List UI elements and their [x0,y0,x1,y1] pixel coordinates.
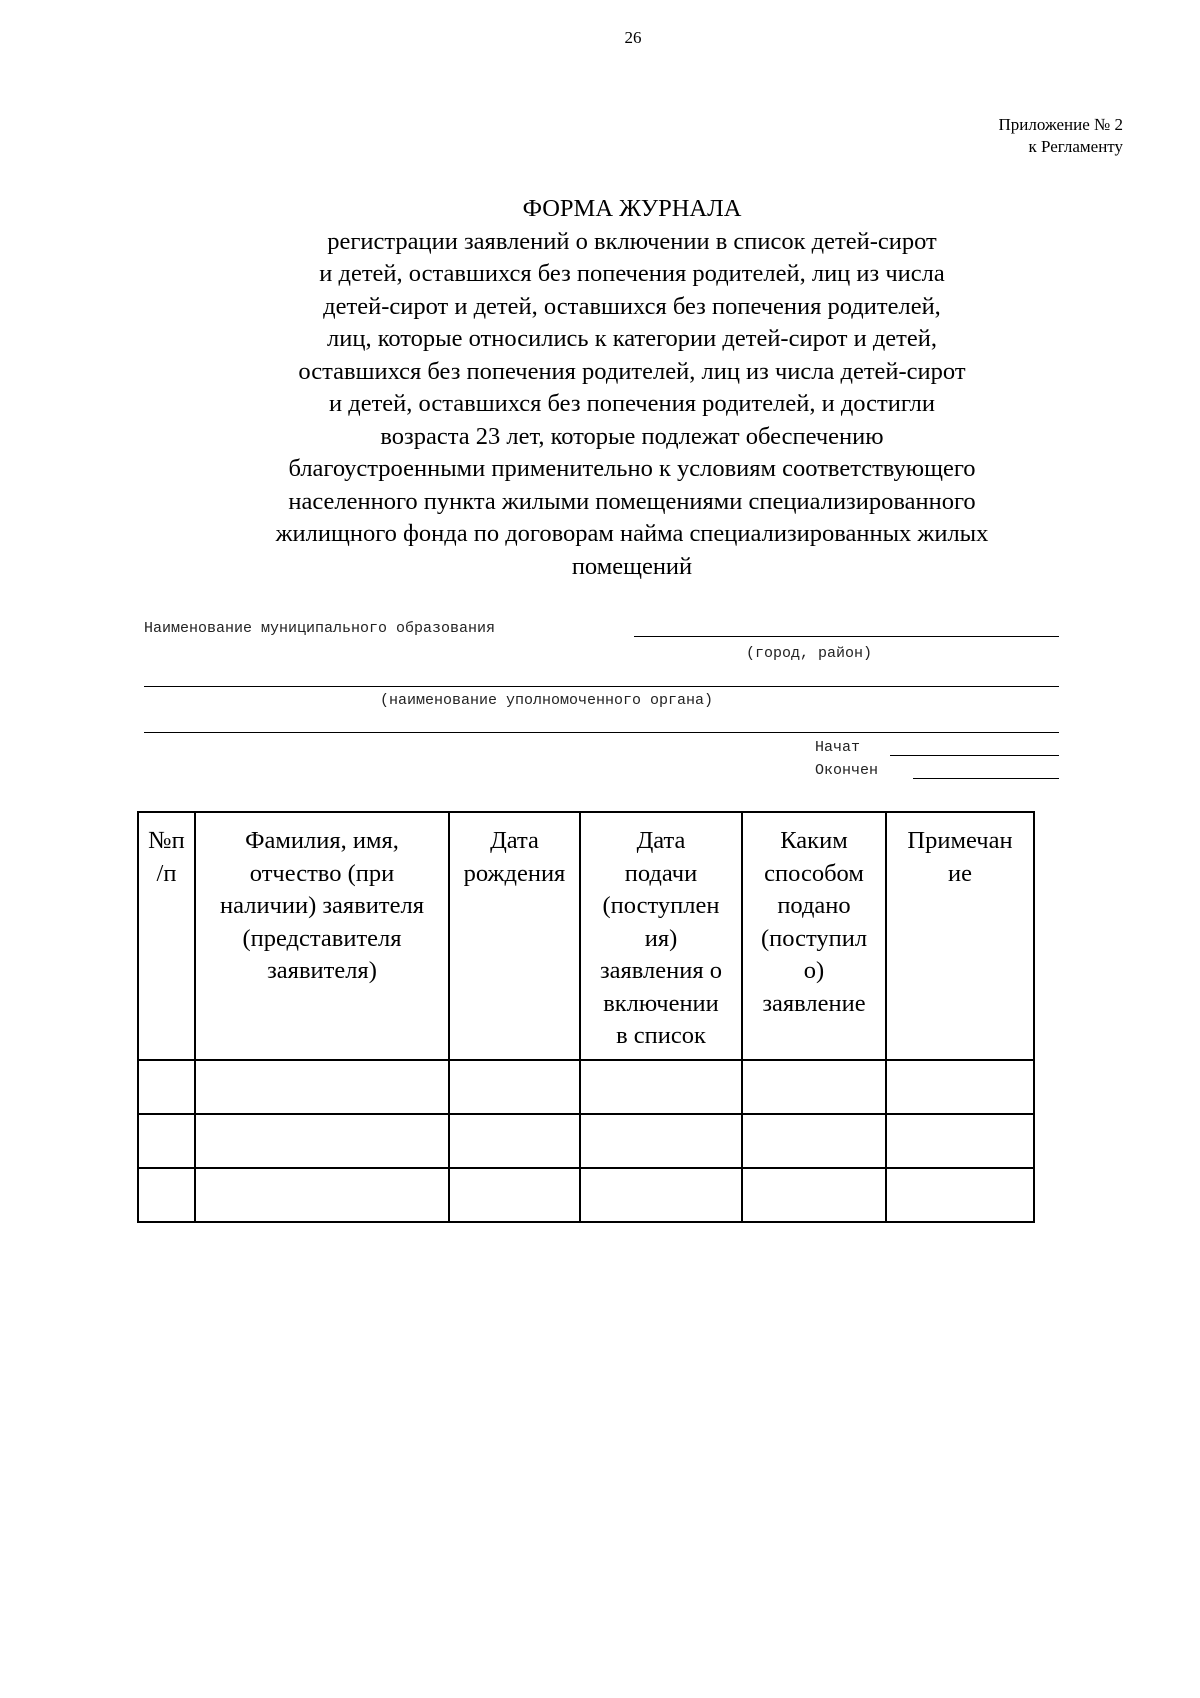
header-submission-method: Каким способом подано (поступил о) заявление [742,812,886,1060]
title-line: населенного пункта жилыми помещениями специализированного [288,487,976,515]
municipality-field-line[interactable] [634,636,1059,637]
table-header-row [138,812,1034,1060]
appendix-line-2: к Регламенту [1028,137,1123,156]
table-cell[interactable] [742,1114,886,1168]
title-line: и детей, оставшихся без попечения родителей, лиц из числа [319,260,945,287]
title-line: регистрации заявлений о включении в список детей-сирот [327,227,937,255]
table-cell[interactable] [138,1060,195,1114]
table-cell[interactable] [195,1114,449,1168]
header-birth-date: Дата рождения [449,812,580,1060]
ended-label: Окончен [815,762,879,779]
started-label: Начат [815,739,861,756]
header-note: Примечан ие [886,812,1034,1060]
page-number: 26 [624,28,642,47]
header-number: №п /п [138,812,195,1060]
table-cell[interactable] [138,1114,195,1168]
title-line: возраста 23 лет, которые подлежат обеспечению [380,422,884,450]
table-cell[interactable] [742,1060,886,1114]
title-line: благоустроенными применительно к условиям соответствующего [288,455,976,482]
table-row [138,1114,1034,1168]
title-line: детей-сирот и детей, оставшихся без попечения родителей, [323,292,941,320]
table-row [138,1060,1034,1114]
authority-hint: (наименование уполномоченного органа) [380,692,714,709]
title-line: лиц, которые относились к категории детей-сирот и детей, [327,325,937,352]
header-full-name: Фамилия, имя, отчество (при наличии) заявителя (представителя заявителя) [195,812,449,1060]
table-row [138,1168,1034,1222]
title-line: жилищного фонда по договорам найма специализированных жилых [275,520,989,547]
table-cell[interactable] [195,1168,449,1222]
appendix-line-1: Приложение № 2 [998,115,1123,134]
table-cell[interactable] [195,1060,449,1114]
table-cell[interactable] [580,1060,742,1114]
table-cell[interactable] [138,1168,195,1222]
title-line: и детей, оставшихся без попечения родителей, и достигли [329,390,935,417]
table-cell[interactable] [449,1060,580,1114]
header-submission-date: Дата подачи (поступлен ия) заявления о включении в список [580,812,742,1060]
document-title [200,193,1064,583]
authority-extra-line[interactable] [144,732,1059,733]
municipality-hint: (город, район) [746,645,873,662]
table-cell[interactable] [449,1114,580,1168]
appendix-note [999,114,1123,158]
ended-field-line[interactable] [913,778,1059,779]
started-field-line[interactable] [890,755,1059,756]
municipality-label: Наименование муниципального образования [144,620,496,637]
table-cell[interactable] [580,1168,742,1222]
title-line: оставшихся без попечения родителей, лиц из числа детей-сирот [298,357,966,385]
table-cell[interactable] [886,1168,1034,1222]
journal-table [137,811,1035,1223]
table-cell[interactable] [449,1168,580,1222]
authority-field-line[interactable] [144,686,1059,687]
title-line: помещений [571,552,693,580]
table-cell[interactable] [580,1114,742,1168]
title-heading: ФОРМА ЖУРНАЛА [522,195,742,222]
table-cell[interactable] [886,1114,1034,1168]
table-cell[interactable] [886,1060,1034,1114]
table-cell[interactable] [742,1168,886,1222]
